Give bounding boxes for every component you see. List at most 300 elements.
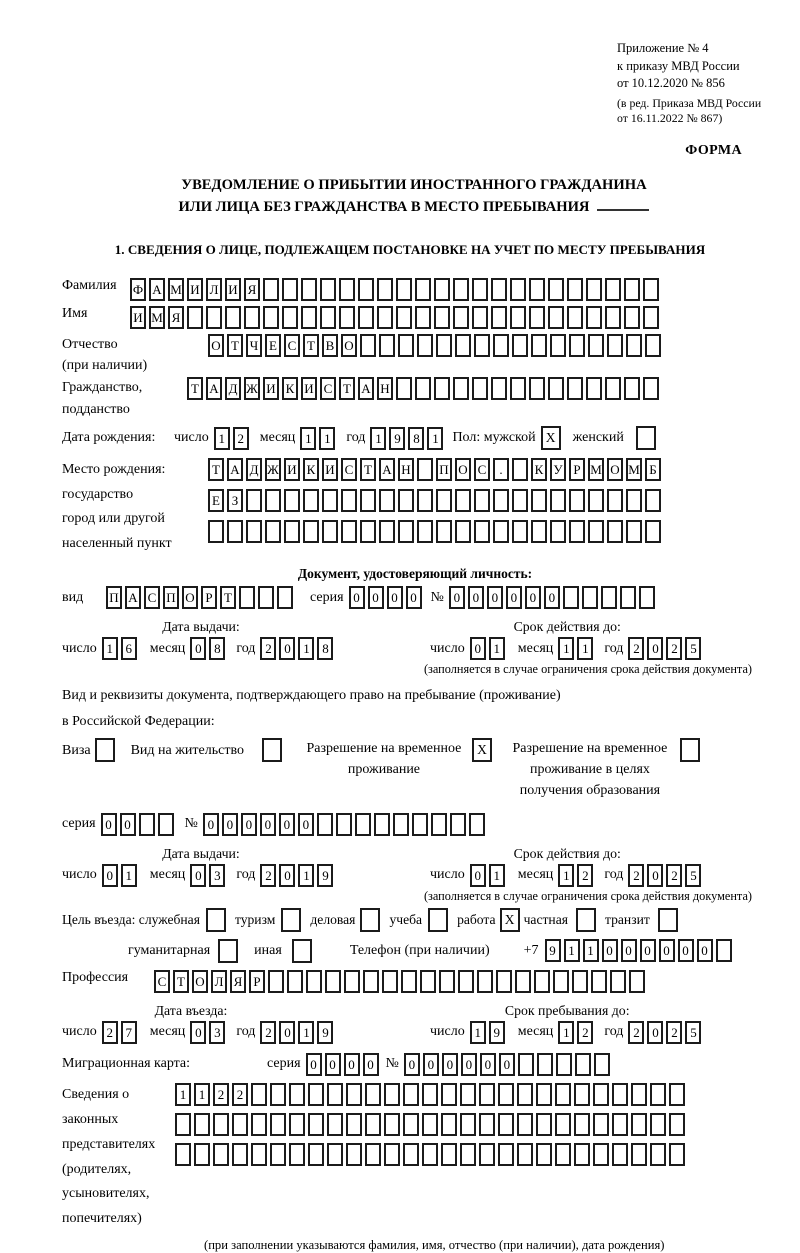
char-cell[interactable] — [403, 1143, 419, 1166]
char-cell[interactable]: 0 — [659, 939, 675, 962]
char-cell[interactable] — [472, 377, 488, 400]
humanitarian-checkbox[interactable] — [218, 939, 238, 963]
char-cell[interactable] — [346, 1143, 362, 1166]
char-cell[interactable] — [306, 970, 322, 993]
char-cell[interactable]: И — [225, 278, 241, 301]
char-cell[interactable] — [612, 1083, 628, 1106]
char-cell[interactable] — [529, 377, 545, 400]
work-checkbox[interactable]: X — [500, 908, 520, 932]
char-cell[interactable]: М — [149, 306, 165, 329]
char-cell[interactable]: И — [322, 458, 338, 481]
char-cell[interactable]: Н — [377, 377, 393, 400]
char-cell[interactable] — [322, 489, 338, 512]
char-cell[interactable] — [556, 1053, 572, 1076]
char-cell[interactable] — [460, 1113, 476, 1136]
char-cell[interactable] — [531, 489, 547, 512]
char-cell[interactable]: 1 — [102, 637, 118, 660]
char-cell[interactable] — [555, 1143, 571, 1166]
char-cell[interactable] — [610, 970, 626, 993]
char-cell[interactable] — [512, 489, 528, 512]
char-cell[interactable] — [277, 586, 293, 609]
char-cell[interactable]: 0 — [442, 1053, 458, 1076]
char-cell[interactable]: 2 — [102, 1021, 118, 1044]
char-cell[interactable] — [575, 1053, 591, 1076]
char-cell[interactable] — [518, 1053, 534, 1076]
char-cell[interactable]: 2 — [213, 1083, 229, 1106]
char-cell[interactable] — [531, 334, 547, 357]
char-cell[interactable]: 2 — [628, 864, 644, 887]
transit-checkbox[interactable] — [658, 908, 678, 932]
char-cell[interactable]: А — [358, 377, 374, 400]
char-cell[interactable] — [208, 520, 224, 543]
char-cell[interactable]: 1 — [427, 427, 443, 450]
char-cell[interactable] — [379, 520, 395, 543]
char-cell[interactable]: 0 — [470, 864, 486, 887]
char-cell[interactable]: П — [106, 586, 122, 609]
char-cell[interactable]: Т — [339, 377, 355, 400]
char-cell[interactable]: 0 — [678, 939, 694, 962]
char-cell[interactable] — [327, 1113, 343, 1136]
char-cell[interactable] — [588, 489, 604, 512]
char-cell[interactable] — [363, 970, 379, 993]
temp-residence-checkbox[interactable]: X — [472, 738, 492, 762]
char-cell[interactable] — [360, 334, 376, 357]
char-cell[interactable] — [422, 1113, 438, 1136]
char-cell[interactable] — [493, 334, 509, 357]
char-cell[interactable] — [308, 1083, 324, 1106]
char-cell[interactable] — [379, 489, 395, 512]
char-cell[interactable]: Т — [187, 377, 203, 400]
char-cell[interactable]: 8 — [209, 637, 225, 660]
char-cell[interactable]: Т — [303, 334, 319, 357]
char-cell[interactable] — [346, 1113, 362, 1136]
char-cell[interactable] — [474, 489, 490, 512]
char-cell[interactable] — [379, 334, 395, 357]
char-cell[interactable]: 3 — [209, 864, 225, 887]
char-cell[interactable] — [594, 1053, 610, 1076]
char-cell[interactable]: М — [588, 458, 604, 481]
char-cell[interactable] — [567, 306, 583, 329]
char-cell[interactable] — [548, 306, 564, 329]
char-cell[interactable]: К — [282, 377, 298, 400]
char-cell[interactable] — [382, 970, 398, 993]
char-cell[interactable] — [536, 1113, 552, 1136]
char-cell[interactable]: С — [474, 458, 490, 481]
char-cell[interactable]: 0 — [423, 1053, 439, 1076]
char-cell[interactable]: 0 — [647, 637, 663, 660]
char-cell[interactable]: Р — [569, 458, 585, 481]
char-cell[interactable] — [284, 520, 300, 543]
char-cell[interactable] — [536, 1083, 552, 1106]
char-cell[interactable] — [358, 278, 374, 301]
char-cell[interactable] — [582, 586, 598, 609]
char-cell[interactable]: 0 — [480, 1053, 496, 1076]
business-checkbox[interactable] — [360, 908, 380, 932]
char-cell[interactable]: 3 — [209, 1021, 225, 1044]
char-cell[interactable]: О — [607, 458, 623, 481]
char-cell[interactable]: О — [341, 334, 357, 357]
char-cell[interactable] — [422, 1083, 438, 1106]
char-cell[interactable] — [479, 1083, 495, 1106]
char-cell[interactable] — [327, 1143, 343, 1166]
char-cell[interactable]: 5 — [685, 637, 701, 660]
char-cell[interactable] — [303, 520, 319, 543]
char-cell[interactable] — [512, 334, 528, 357]
char-cell[interactable] — [417, 520, 433, 543]
char-cell[interactable]: 0 — [602, 939, 618, 962]
char-cell[interactable] — [517, 1143, 533, 1166]
char-cell[interactable] — [232, 1143, 248, 1166]
char-cell[interactable] — [436, 489, 452, 512]
char-cell[interactable]: 0 — [525, 586, 541, 609]
char-cell[interactable] — [232, 1113, 248, 1136]
char-cell[interactable] — [301, 306, 317, 329]
char-cell[interactable] — [537, 1053, 553, 1076]
char-cell[interactable] — [412, 813, 428, 836]
char-cell[interactable]: . — [493, 458, 509, 481]
char-cell[interactable] — [477, 970, 493, 993]
char-cell[interactable]: 2 — [260, 864, 276, 887]
char-cell[interactable] — [287, 970, 303, 993]
char-cell[interactable] — [605, 278, 621, 301]
char-cell[interactable] — [377, 278, 393, 301]
char-cell[interactable]: О — [208, 334, 224, 357]
char-cell[interactable] — [239, 586, 255, 609]
char-cell[interactable] — [510, 278, 526, 301]
char-cell[interactable]: С — [284, 334, 300, 357]
char-cell[interactable] — [631, 1113, 647, 1136]
char-cell[interactable] — [213, 1143, 229, 1166]
char-cell[interactable] — [474, 334, 490, 357]
char-cell[interactable]: 2 — [666, 1021, 682, 1044]
char-cell[interactable] — [458, 970, 474, 993]
char-cell[interactable]: 0 — [120, 813, 136, 836]
char-cell[interactable]: Т — [173, 970, 189, 993]
char-cell[interactable] — [415, 377, 431, 400]
char-cell[interactable] — [643, 377, 659, 400]
char-cell[interactable] — [336, 813, 352, 836]
char-cell[interactable] — [393, 813, 409, 836]
char-cell[interactable]: 0 — [222, 813, 238, 836]
char-cell[interactable] — [194, 1143, 210, 1166]
char-cell[interactable]: П — [436, 458, 452, 481]
char-cell[interactable] — [491, 306, 507, 329]
char-cell[interactable] — [436, 334, 452, 357]
char-cell[interactable] — [308, 1113, 324, 1136]
char-cell[interactable]: 0 — [203, 813, 219, 836]
char-cell[interactable] — [626, 520, 642, 543]
char-cell[interactable]: 0 — [279, 637, 295, 660]
char-cell[interactable]: Т — [227, 334, 243, 357]
char-cell[interactable] — [308, 1143, 324, 1166]
char-cell[interactable] — [643, 306, 659, 329]
char-cell[interactable]: 0 — [344, 1053, 360, 1076]
char-cell[interactable] — [139, 813, 155, 836]
sex-female-checkbox[interactable] — [636, 426, 656, 450]
char-cell[interactable]: 0 — [279, 1021, 295, 1044]
char-cell[interactable]: 1 — [558, 864, 574, 887]
char-cell[interactable] — [344, 970, 360, 993]
char-cell[interactable] — [227, 520, 243, 543]
char-cell[interactable] — [479, 1113, 495, 1136]
char-cell[interactable]: С — [320, 377, 336, 400]
char-cell[interactable]: 2 — [233, 427, 249, 450]
char-cell[interactable]: 0 — [190, 637, 206, 660]
char-cell[interactable] — [365, 1083, 381, 1106]
char-cell[interactable] — [529, 278, 545, 301]
char-cell[interactable] — [398, 334, 414, 357]
char-cell[interactable] — [346, 1083, 362, 1106]
char-cell[interactable]: 5 — [685, 864, 701, 887]
char-cell[interactable]: 0 — [461, 1053, 477, 1076]
char-cell[interactable] — [398, 489, 414, 512]
char-cell[interactable] — [420, 970, 436, 993]
char-cell[interactable] — [548, 377, 564, 400]
char-cell[interactable]: 7 — [121, 1021, 137, 1044]
char-cell[interactable] — [289, 1113, 305, 1136]
char-cell[interactable] — [512, 458, 528, 481]
char-cell[interactable]: И — [301, 377, 317, 400]
char-cell[interactable] — [282, 278, 298, 301]
char-cell[interactable] — [569, 334, 585, 357]
char-cell[interactable] — [251, 1083, 267, 1106]
char-cell[interactable] — [320, 278, 336, 301]
char-cell[interactable]: С — [154, 970, 170, 993]
char-cell[interactable] — [567, 377, 583, 400]
char-cell[interactable]: А — [379, 458, 395, 481]
char-cell[interactable]: И — [130, 306, 146, 329]
char-cell[interactable]: 0 — [349, 586, 365, 609]
char-cell[interactable]: 0 — [387, 586, 403, 609]
char-cell[interactable] — [289, 1143, 305, 1166]
char-cell[interactable]: 0 — [102, 864, 118, 887]
char-cell[interactable] — [450, 813, 466, 836]
char-cell[interactable]: С — [144, 586, 160, 609]
char-cell[interactable]: 0 — [190, 1021, 206, 1044]
char-cell[interactable]: 0 — [468, 586, 484, 609]
visa-checkbox[interactable] — [95, 738, 115, 762]
char-cell[interactable]: 0 — [506, 586, 522, 609]
char-cell[interactable] — [251, 1143, 267, 1166]
char-cell[interactable] — [396, 377, 412, 400]
char-cell[interactable] — [510, 377, 526, 400]
char-cell[interactable] — [213, 1113, 229, 1136]
char-cell[interactable] — [624, 306, 640, 329]
char-cell[interactable] — [553, 970, 569, 993]
char-cell[interactable]: 1 — [470, 1021, 486, 1044]
char-cell[interactable]: 0 — [404, 1053, 420, 1076]
char-cell[interactable] — [569, 489, 585, 512]
char-cell[interactable] — [612, 1143, 628, 1166]
char-cell[interactable]: 9 — [489, 1021, 505, 1044]
char-cell[interactable]: 2 — [260, 1021, 276, 1044]
char-cell[interactable]: 0 — [298, 813, 314, 836]
char-cell[interactable] — [536, 1143, 552, 1166]
char-cell[interactable] — [529, 306, 545, 329]
char-cell[interactable] — [498, 1113, 514, 1136]
char-cell[interactable] — [601, 586, 617, 609]
char-cell[interactable]: 0 — [697, 939, 713, 962]
char-cell[interactable] — [263, 278, 279, 301]
char-cell[interactable]: А — [149, 278, 165, 301]
char-cell[interactable]: 1 — [194, 1083, 210, 1106]
temp-residence-edu-checkbox[interactable] — [680, 738, 700, 762]
char-cell[interactable] — [586, 377, 602, 400]
char-cell[interactable] — [460, 1143, 476, 1166]
char-cell[interactable]: М — [626, 458, 642, 481]
char-cell[interactable]: 1 — [298, 637, 314, 660]
residence-permit-checkbox[interactable] — [262, 738, 282, 762]
char-cell[interactable]: 0 — [325, 1053, 341, 1076]
char-cell[interactable]: 0 — [544, 586, 560, 609]
char-cell[interactable] — [645, 520, 661, 543]
char-cell[interactable]: Д — [246, 458, 262, 481]
char-cell[interactable] — [322, 520, 338, 543]
char-cell[interactable]: В — [322, 334, 338, 357]
char-cell[interactable] — [593, 1113, 609, 1136]
char-cell[interactable]: 2 — [577, 864, 593, 887]
char-cell[interactable] — [534, 970, 550, 993]
char-cell[interactable]: Р — [201, 586, 217, 609]
char-cell[interactable] — [320, 306, 336, 329]
char-cell[interactable] — [517, 1083, 533, 1106]
char-cell[interactable] — [339, 278, 355, 301]
char-cell[interactable] — [282, 306, 298, 329]
char-cell[interactable]: 0 — [621, 939, 637, 962]
char-cell[interactable] — [263, 306, 279, 329]
char-cell[interactable]: 1 — [583, 939, 599, 962]
char-cell[interactable] — [175, 1143, 191, 1166]
char-cell[interactable] — [434, 306, 450, 329]
char-cell[interactable] — [355, 813, 371, 836]
char-cell[interactable] — [422, 1143, 438, 1166]
char-cell[interactable] — [626, 489, 642, 512]
char-cell[interactable]: 0 — [640, 939, 656, 962]
char-cell[interactable] — [588, 334, 604, 357]
char-cell[interactable]: Р — [249, 970, 265, 993]
char-cell[interactable] — [401, 970, 417, 993]
char-cell[interactable]: И — [284, 458, 300, 481]
char-cell[interactable] — [515, 970, 531, 993]
char-cell[interactable] — [607, 334, 623, 357]
char-cell[interactable] — [158, 813, 174, 836]
char-cell[interactable] — [512, 520, 528, 543]
char-cell[interactable] — [612, 1113, 628, 1136]
char-cell[interactable] — [270, 1143, 286, 1166]
char-cell[interactable] — [624, 278, 640, 301]
char-cell[interactable]: 2 — [260, 637, 276, 660]
char-cell[interactable] — [441, 1143, 457, 1166]
char-cell[interactable] — [574, 1083, 590, 1106]
char-cell[interactable] — [650, 1083, 666, 1106]
char-cell[interactable]: 0 — [368, 586, 384, 609]
char-cell[interactable]: Л — [211, 970, 227, 993]
char-cell[interactable]: 0 — [647, 864, 663, 887]
char-cell[interactable]: 2 — [628, 1021, 644, 1044]
char-cell[interactable] — [415, 306, 431, 329]
other-checkbox[interactable] — [292, 939, 312, 963]
char-cell[interactable]: О — [192, 970, 208, 993]
char-cell[interactable] — [517, 1113, 533, 1136]
char-cell[interactable]: 2 — [628, 637, 644, 660]
char-cell[interactable] — [225, 306, 241, 329]
char-cell[interactable]: Ф — [130, 278, 146, 301]
char-cell[interactable]: 0 — [406, 586, 422, 609]
char-cell[interactable] — [650, 1143, 666, 1166]
char-cell[interactable] — [365, 1143, 381, 1166]
char-cell[interactable] — [265, 489, 281, 512]
char-cell[interactable]: 0 — [647, 1021, 663, 1044]
char-cell[interactable]: Б — [645, 458, 661, 481]
char-cell[interactable] — [624, 377, 640, 400]
char-cell[interactable]: 6 — [121, 637, 137, 660]
char-cell[interactable] — [498, 1083, 514, 1106]
char-cell[interactable]: 2 — [666, 864, 682, 887]
char-cell[interactable]: 2 — [666, 637, 682, 660]
char-cell[interactable]: Д — [225, 377, 241, 400]
char-cell[interactable]: Е — [208, 489, 224, 512]
char-cell[interactable]: П — [163, 586, 179, 609]
char-cell[interactable]: 1 — [370, 427, 386, 450]
char-cell[interactable]: 0 — [101, 813, 117, 836]
char-cell[interactable] — [548, 278, 564, 301]
char-cell[interactable] — [574, 1143, 590, 1166]
char-cell[interactable] — [605, 377, 621, 400]
char-cell[interactable] — [531, 520, 547, 543]
char-cell[interactable] — [434, 278, 450, 301]
char-cell[interactable]: 0 — [190, 864, 206, 887]
char-cell[interactable] — [453, 377, 469, 400]
char-cell[interactable]: 1 — [121, 864, 137, 887]
char-cell[interactable]: 2 — [577, 1021, 593, 1044]
char-cell[interactable]: 1 — [558, 1021, 574, 1044]
char-cell[interactable] — [605, 306, 621, 329]
char-cell[interactable]: Т — [208, 458, 224, 481]
char-cell[interactable]: М — [168, 278, 184, 301]
char-cell[interactable] — [510, 306, 526, 329]
char-cell[interactable] — [493, 489, 509, 512]
char-cell[interactable]: 1 — [298, 864, 314, 887]
char-cell[interactable] — [550, 334, 566, 357]
char-cell[interactable] — [417, 334, 433, 357]
char-cell[interactable] — [555, 1083, 571, 1106]
char-cell[interactable]: 1 — [564, 939, 580, 962]
char-cell[interactable]: 9 — [317, 864, 333, 887]
char-cell[interactable]: Е — [265, 334, 281, 357]
char-cell[interactable] — [325, 970, 341, 993]
char-cell[interactable] — [626, 334, 642, 357]
char-cell[interactable] — [194, 1113, 210, 1136]
char-cell[interactable] — [403, 1113, 419, 1136]
char-cell[interactable]: Т — [220, 586, 236, 609]
char-cell[interactable] — [244, 306, 260, 329]
char-cell[interactable] — [439, 970, 455, 993]
char-cell[interactable] — [339, 306, 355, 329]
char-cell[interactable]: 0 — [306, 1053, 322, 1076]
char-cell[interactable] — [317, 813, 333, 836]
char-cell[interactable] — [631, 1143, 647, 1166]
char-cell[interactable] — [303, 489, 319, 512]
char-cell[interactable]: 0 — [470, 637, 486, 660]
char-cell[interactable] — [491, 278, 507, 301]
char-cell[interactable] — [396, 278, 412, 301]
char-cell[interactable] — [270, 1083, 286, 1106]
char-cell[interactable]: Я — [244, 278, 260, 301]
char-cell[interactable]: Ч — [246, 334, 262, 357]
char-cell[interactable] — [374, 813, 390, 836]
char-cell[interactable] — [593, 1083, 609, 1106]
char-cell[interactable] — [645, 334, 661, 357]
